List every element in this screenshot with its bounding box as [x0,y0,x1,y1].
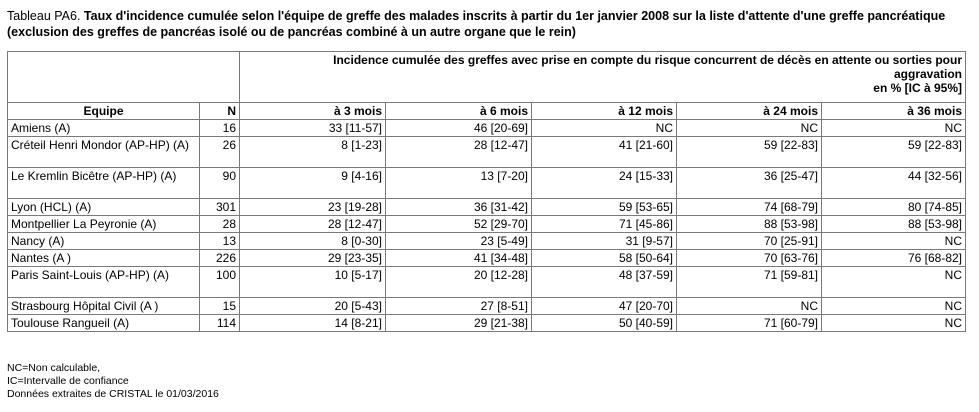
cell-3-mois: 28 [12-47] [240,216,386,233]
cell-6-mois: 13 [7-20] [386,168,532,199]
cell-3-mois: 20 [5-43] [240,298,386,315]
cell-equipe: Toulouse Rangueil (A) [8,315,200,332]
cell-24-mois: 36 [25-47] [677,168,822,199]
cell-3-mois: 33 [11-57] [240,120,386,137]
cell-12-mois: NC [532,120,677,137]
column-header-12-mois: à 12 mois [532,103,677,120]
cell-36-mois: 80 [74-85] [822,199,966,216]
cell-6-mois: 27 [8-51] [386,298,532,315]
column-header-equipe: Equipe [8,103,200,120]
cell-6-mois: 46 [20-69] [386,120,532,137]
cell-24-mois: NC [677,120,822,137]
cell-12-mois: 59 [53-65] [532,199,677,216]
table-row [8,233,966,250]
incidence-table [7,51,966,332]
cell-3-mois: 23 [19-28] [240,199,386,216]
cell-equipe: Créteil Henri Mondor (AP-HP) (A) [8,137,200,168]
table-caption [7,8,972,40]
cell-36-mois: 59 [22-83] [822,137,966,168]
cell-36-mois: NC [822,315,966,332]
cell-24-mois: 74 [68-79] [677,199,822,216]
column-header-36-mois: à 36 mois [822,103,966,120]
table-row [8,216,966,233]
cell-24-mois: 70 [25-91] [677,233,822,250]
cell-12-mois: 71 [45-86] [532,216,677,233]
group-header-line3: en % [IC à 95%] [873,81,962,95]
cell-n: 16 [200,120,240,137]
table-row [8,120,966,137]
caption-prefix: Tableau PA6. [7,9,81,23]
table-row [8,298,966,315]
cell-12-mois: 24 [15-33] [532,168,677,199]
cell-equipe: Montpellier La Peyronie (A) [8,216,200,233]
column-header-row [8,103,966,120]
cell-6-mois: 28 [12-47] [386,137,532,168]
note-nc: NC=Non calculable, [7,362,101,374]
cell-12-mois: 47 [20-70] [532,298,677,315]
table-row [8,315,966,332]
cell-equipe: Nancy (A) [8,233,200,250]
table-body [8,120,966,332]
cell-36-mois: 88 [53-98] [822,216,966,233]
table-row [8,137,966,168]
cell-equipe: Le Kremlin Bicêtre (AP-HP) (A) [8,168,200,199]
cell-3-mois: 14 [8-21] [240,315,386,332]
cell-n: 15 [200,298,240,315]
cell-6-mois: 29 [21-38] [386,315,532,332]
cell-n: 114 [200,315,240,332]
cell-n: 13 [200,233,240,250]
cell-3-mois: 10 [5-17] [240,267,386,298]
cell-6-mois: 36 [31-42] [386,199,532,216]
cell-24-mois: 71 [60-79] [677,315,822,332]
cell-6-mois: 41 [34-48] [386,250,532,267]
column-header-24-mois: à 24 mois [677,103,822,120]
cell-equipe: Lyon (HCL) (A) [8,199,200,216]
note-source: Données extraites de CRISTAL le 01/03/2016 [7,388,219,400]
cell-3-mois: 29 [23-35] [240,250,386,267]
cell-36-mois: 44 [32-56] [822,168,966,199]
cell-3-mois: 8 [0-30] [240,233,386,250]
group-header-row [8,52,966,103]
table-notes [7,362,219,401]
cell-12-mois: 50 [40-59] [532,315,677,332]
cell-3-mois: 8 [1-23] [240,137,386,168]
cell-n: 226 [200,250,240,267]
cell-24-mois: 70 [63-76] [677,250,822,267]
cell-6-mois: 52 [29-70] [386,216,532,233]
cell-24-mois: 59 [22-83] [677,137,822,168]
cell-equipe: Paris Saint-Louis (AP-HP) (A) [8,267,200,298]
cell-36-mois: NC [822,267,966,298]
cell-24-mois: 88 [53-98] [677,216,822,233]
cell-n: 26 [200,137,240,168]
group-header-line2: aggravation [893,67,962,81]
column-header-n: N [200,103,240,120]
table-row [8,250,966,267]
cell-12-mois: 41 [21-60] [532,137,677,168]
table-row [8,267,966,298]
empty-corner-cell [8,52,240,103]
group-header-line1: Incidence cumulée des greffes avec prise en compte du risque concurrent de décès en attente ou sorties pour [333,53,962,67]
cell-36-mois: NC [822,233,966,250]
cell-n: 90 [200,168,240,199]
cell-36-mois: NC [822,120,966,137]
group-header-cell [240,52,966,103]
caption-title: Taux d'incidence cumulée selon l'équipe de greffe des malades inscrits à partir du 1er janvier 2008 sur la liste d'attente d'une greffe pancréatique (exclusion des greffes de pancréas isolé ou de pancréas combiné à un autre organe que le rein) [7,9,946,39]
cell-24-mois: 71 [59-81] [677,267,822,298]
cell-12-mois: 58 [50-64] [532,250,677,267]
cell-3-mois: 9 [4-16] [240,168,386,199]
cell-n: 28 [200,216,240,233]
cell-24-mois: NC [677,298,822,315]
cell-equipe: Strasbourg Hôpital Civil (A ) [8,298,200,315]
cell-n: 100 [200,267,240,298]
cell-equipe: Amiens (A) [8,120,200,137]
column-header-6-mois: à 6 mois [386,103,532,120]
cell-6-mois: 20 [12-28] [386,267,532,298]
cell-6-mois: 23 [5-49] [386,233,532,250]
note-ic: IC=Intervalle de confiance [7,375,129,387]
table-row [8,199,966,216]
table-row [8,168,966,199]
column-header-3-mois: à 3 mois [240,103,386,120]
cell-n: 301 [200,199,240,216]
table-header [8,52,966,120]
cell-12-mois: 48 [37-59] [532,267,677,298]
cell-equipe: Nantes (A ) [8,250,200,267]
cell-36-mois: 76 [68-82] [822,250,966,267]
cell-36-mois: NC [822,298,966,315]
cell-12-mois: 31 [9-57] [532,233,677,250]
